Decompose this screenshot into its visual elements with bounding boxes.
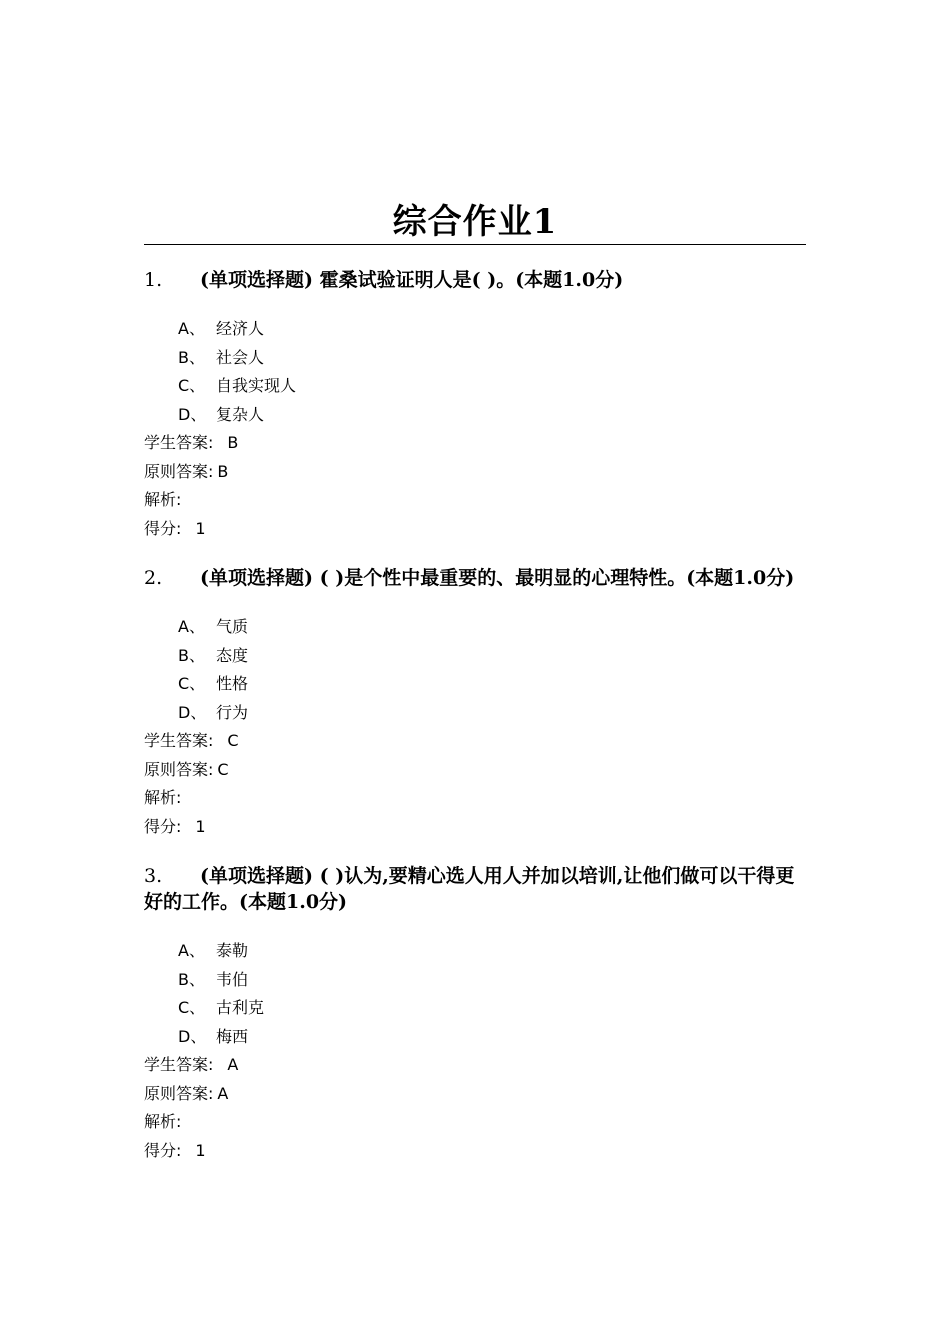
option-text: 性格 — [216, 674, 249, 693]
student-answer-value: B — [227, 433, 239, 452]
score-line — [144, 1137, 806, 1166]
option-text: 梅西 — [216, 1026, 249, 1046]
standard-answer-line — [144, 1080, 806, 1109]
option-letter: B、 — [178, 645, 205, 665]
standard-answer-value: B — [217, 461, 229, 481]
answer-option — [178, 937, 806, 966]
student-answer-line — [144, 1051, 806, 1080]
option-text: 经济人 — [216, 319, 265, 338]
student-answer-label: 学生答案: — [144, 1055, 214, 1074]
standard-answer-line — [144, 756, 806, 785]
student-answer-label: 学生答案: — [144, 433, 214, 452]
answer-option — [178, 401, 806, 430]
question-stem — [144, 267, 806, 293]
question-list — [144, 267, 806, 1165]
score-value: 1 — [195, 816, 206, 836]
option-text: 自我实现人 — [216, 376, 297, 395]
student-answer-line — [144, 429, 806, 458]
question-text: (单项选择题) 霍桑试验证明人是( )。(本题1.0分) — [200, 269, 624, 291]
score-line — [144, 813, 806, 842]
question-stem — [144, 565, 806, 591]
answer-option — [178, 344, 806, 373]
option-text: 古利克 — [216, 998, 265, 1017]
answer-option — [178, 670, 806, 699]
answer-option — [178, 1023, 806, 1052]
student-answer-value: A — [227, 1055, 239, 1074]
answer-option — [178, 966, 806, 995]
question-block — [144, 267, 806, 543]
question-text: (单项选择题) ( )是个性中最重要的、最明显的心理特性。(本题1.0分) — [200, 567, 795, 589]
option-text: 气质 — [216, 617, 249, 636]
option-list — [144, 613, 806, 727]
student-answer-label: 学生答案: — [144, 731, 214, 750]
option-letter: C、 — [178, 376, 206, 395]
score-value: 1 — [195, 518, 206, 538]
option-letter: D、 — [178, 404, 207, 424]
analysis-line — [144, 1108, 806, 1137]
option-letter: D、 — [178, 1026, 207, 1046]
question-number: 2. — [144, 567, 163, 589]
option-list — [144, 315, 806, 429]
option-letter: A、 — [178, 319, 205, 338]
document-title: 综合作业1 — [144, 200, 806, 245]
score-line — [144, 515, 806, 544]
score-label: 得分: — [144, 518, 182, 538]
option-text: 韦伯 — [216, 969, 249, 989]
analysis-line — [144, 486, 806, 515]
option-letter: C、 — [178, 998, 206, 1017]
question-text: (单项选择题) ( )认为,要精心选人用人并加以培训,让他们做可以干得更好的工作。(本题1.0分) — [144, 865, 795, 913]
question-number: 3. — [144, 865, 163, 887]
option-letter: B、 — [178, 347, 205, 367]
option-list — [144, 937, 806, 1051]
option-text: 行为 — [216, 702, 249, 722]
standard-answer-value: A — [217, 1083, 229, 1103]
answer-option — [178, 613, 806, 642]
document-page — [144, 200, 806, 1165]
option-letter: A、 — [178, 617, 205, 636]
option-letter: A、 — [178, 941, 205, 960]
analysis-label: 解析: — [144, 490, 182, 509]
question-block — [144, 565, 806, 841]
option-text: 复杂人 — [216, 404, 265, 424]
standard-answer-label: 原则答案: — [144, 461, 214, 481]
analysis-label: 解析: — [144, 788, 182, 807]
analysis-label: 解析: — [144, 1112, 182, 1131]
answer-option — [178, 372, 806, 401]
score-value: 1 — [195, 1140, 206, 1160]
question-stem — [144, 863, 806, 915]
standard-answer-label: 原则答案: — [144, 759, 214, 779]
question-number: 1. — [144, 269, 163, 291]
standard-answer-line — [144, 458, 806, 487]
answer-option — [178, 642, 806, 671]
option-letter: C、 — [178, 674, 206, 693]
student-answer-value: C — [227, 731, 239, 750]
standard-answer-label: 原则答案: — [144, 1083, 214, 1103]
option-text: 泰勒 — [216, 941, 249, 960]
answer-option — [178, 315, 806, 344]
option-letter: B、 — [178, 969, 205, 989]
student-answer-line — [144, 727, 806, 756]
answer-option — [178, 994, 806, 1023]
standard-answer-value: C — [217, 759, 229, 779]
score-label: 得分: — [144, 1140, 182, 1160]
option-text: 态度 — [216, 645, 249, 665]
score-label: 得分: — [144, 816, 182, 836]
answer-option — [178, 699, 806, 728]
question-block — [144, 863, 806, 1165]
option-text: 社会人 — [216, 347, 265, 367]
analysis-line — [144, 784, 806, 813]
option-letter: D、 — [178, 702, 207, 722]
